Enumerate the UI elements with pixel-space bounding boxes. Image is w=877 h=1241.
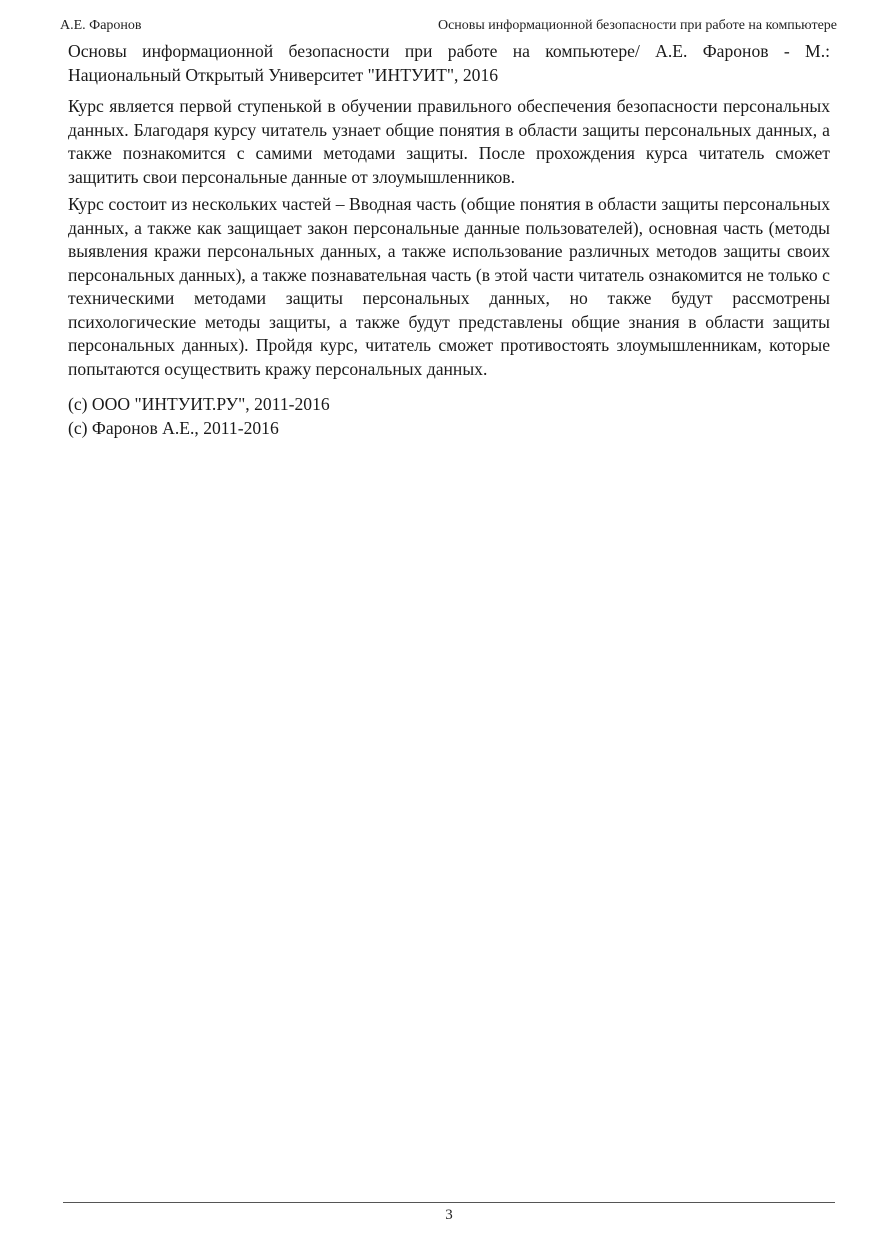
- page-number: 3: [445, 1207, 453, 1223]
- bibliographic-citation: Основы информационной безопасности при работе на компьютере/ А.Е. Фаронов - М.: Национальный Открытый Университет "ИНТУИТ", 2016: [68, 41, 830, 85]
- running-header: [60, 16, 837, 36]
- footer-divider: [63, 1202, 835, 1203]
- header-book-title: Основы информационной безопасности при работе на компьютере: [437, 18, 837, 33]
- copyright-publisher: (c) ООО "ИНТУИТ.РУ", 2011-2016: [68, 394, 330, 414]
- copyright-block: [68, 393, 830, 440]
- copyright-author: (c) Фаронов А.Е., 2011-2016: [68, 417, 279, 438]
- course-structure-paragraph: Курс состоит из нескольких частей – Вводная часть (общие понятия в области защиты персональных данных, а также как защищает закон персональные данные пользователей), основная часть (методы выявления кражи персональных данных, а также использование различных методов защиты своих персональных данных), а также познавательная часть (в этой части читатель ознакомится не только с техническими методами защиты персональных данных, но также будут рассмотрены психологические методы защиты, а также будут представлены общие знания в области защиты персональных данных). Пройдя курс, читатель сможет противостоять злоумышленникам, которые попытаются осуществить кражу персональных данных.: [68, 194, 830, 379]
- page-content: [68, 40, 830, 440]
- course-description-paragraph: Курс является первой ступенькой в обучении правильного обеспечения безопасности персональных данных. Благодаря курсу читатель узнает общие понятия в области защиты персональных данных, а также познакомится с самими методами защиты. После прохождения курса читатель сможет защитить свои персональные данные от злоумышленников.: [68, 96, 830, 187]
- header-author: А.Е. Фаронов: [60, 18, 142, 33]
